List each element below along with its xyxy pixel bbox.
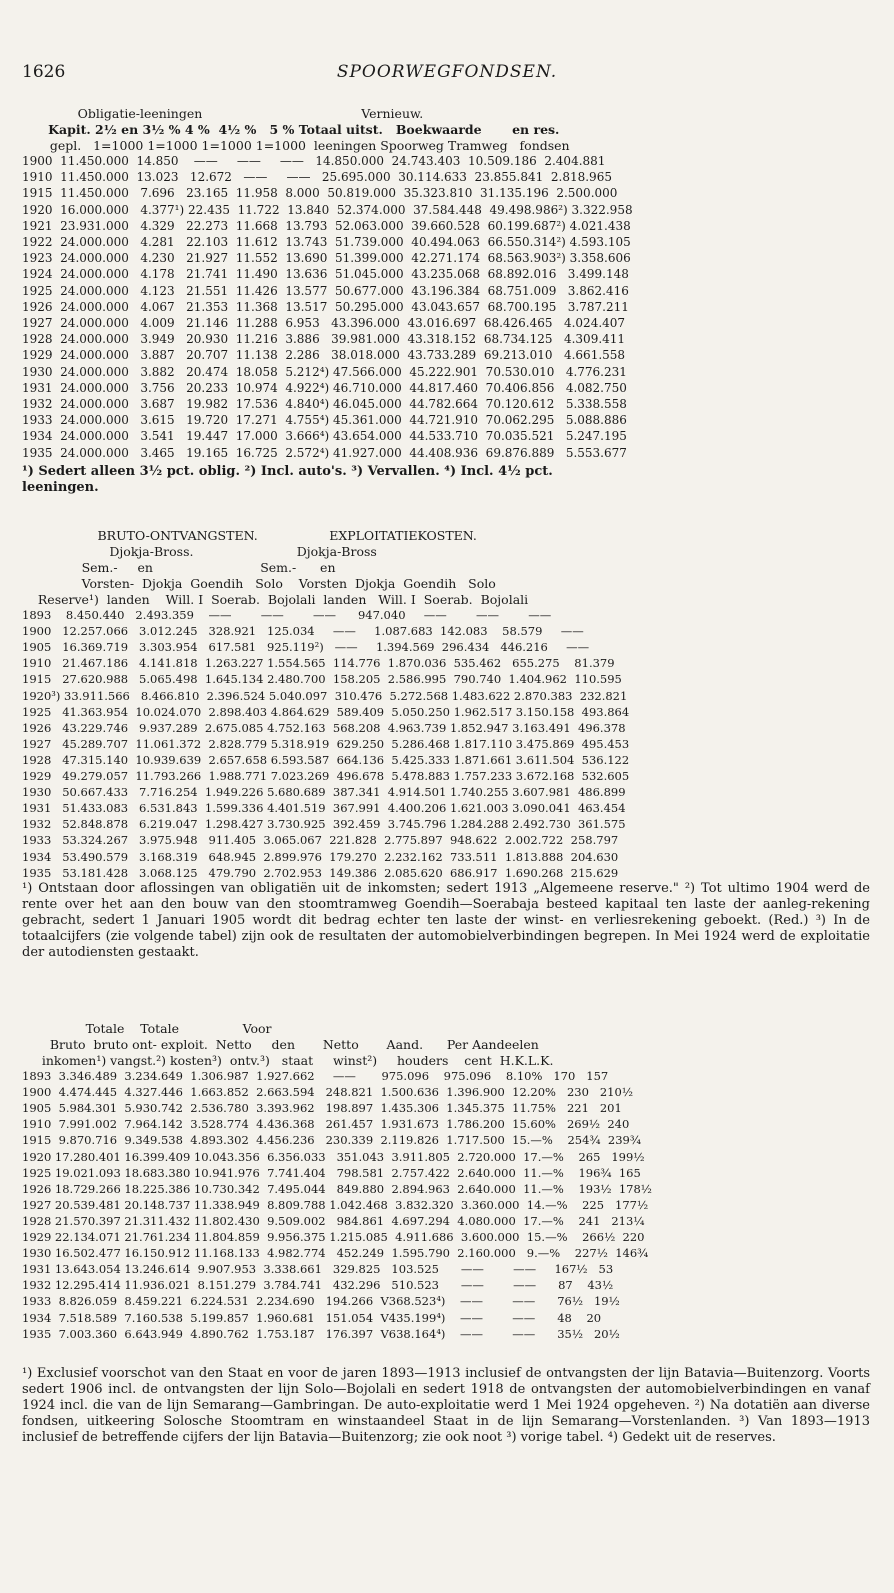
table1-row: 1920 16.000.000 4.377¹) 22.435 11.722 13.840 52.374.000 37.584.448 49.498.986²) 3.322.958 [22, 202, 633, 217]
table2-row: 1935 53.181.428 3.068.125 479.790 2.702.953 149.386 2.085.620 686.917 1.690.268 215.629 [22, 865, 619, 880]
table1-header-line: Kapit. 2½ en 3½ % 4 % 4½ % 5 % Totaal uitst. Boekwaarde en res. [22, 122, 560, 137]
table1-row: 1921 23.931.000 4.329 22.273 11.668 13.793 52.063.000 39.660.528 60.199.687²) 4.021.438 [22, 218, 631, 233]
table3-row: 1931 13.643.054 13.246.614 9.907.953 3.338.661 329.825 103.525 —— —— 167½ 53 [22, 1262, 614, 1277]
table3-row: 1934 7.518.589 7.160.538 5.199.857 1.960.681 151.054 V435.199⁴) —— —— 48 20 [22, 1310, 602, 1325]
table3-row: 1920 17.280.401 16.399.409 10.043.356 6.356.033 351.043 3.911.805 2.720.000 17.—% 265 199½ [22, 1149, 645, 1164]
table3-row: 1928 21.570.397 21.311.432 11.802.430 9.509.002 984.861 4.697.294 4.080.000 17.—% 241 213¼ [22, 1213, 645, 1228]
table3-row: 1930 16.502.477 16.150.912 11.168.133 4.982.774 452.249 1.595.790 2.160.000 9.—% 227½ 146¾ [22, 1246, 649, 1261]
table1-row: 1930 24.000.000 3.882 20.474 18.058 5.212⁴) 47.566.000 45.222.901 70.530.010 4.776.231 [22, 364, 627, 379]
table2-row: 1926 43.229.746 9.937.289 2.675.085 4.752.163 568.208 4.963.739 1.852.947 3.163.491 496.378 [22, 720, 626, 735]
table2-row: 1932 52.848.878 6.219.047 1.298.427 3.730.925 392.459 3.745.796 1.284.288 2.492.730 361.575 [22, 817, 626, 832]
table1-row: 1915 11.450.000 7.696 23.165 11.958 8.000 50.819.000 35.323.810 31.135.196 2.500.000 [22, 186, 618, 201]
table1-row: 1932 24.000.000 3.687 19.982 17.536 4.840⁴) 46.045.000 44.782.664 70.120.612 5.338.558 [22, 397, 627, 411]
table3-row: 1932 12.295.414 11.936.021 8.151.279 3.784.741 432.296 510.523 —— —— 87 43½ [22, 1278, 614, 1293]
table2-header-line: BRUTO-ONTVANGSTEN. EXPLOITATIEKOSTEN. [22, 528, 477, 543]
table2-row: 1900 12.257.066 3.012.245 328.921 125.034 —— 1.087.683 142.083 58.579 —— [22, 624, 584, 639]
table1-row: 1933 24.000.000 3.615 19.720 17.271 4.755⁴) 45.361.000 44.721.910 70.062.295 5.088.886 [22, 413, 627, 428]
table3-header-line: Bruto bruto ont- exploit. Netto den Netto Aand. Per Aandeelen [22, 1037, 539, 1052]
table3-row: 1929 22.134.071 21.761.234 11.804.859 9.956.375 1.215.085 4.911.686 3.600.000 15.—% 266½ 220 [22, 1230, 645, 1244]
page-header [22, 62, 872, 92]
table3-row: 1900 4.474.445 4.327.446 1.663.852 2.663.594 248.821 1.500.636 1.396.900 12.20% 230 210½ [22, 1085, 633, 1100]
table1-row: 1924 24.000.000 4.178 21.741 11.490 13.636 51.045.000 43.235.068 68.892.016 3.499.148 [22, 267, 629, 282]
table2-header-line: Djokja-Bross. Djokja-Bross [22, 544, 377, 559]
table1-row: 1900 11.450.000 14.850 —— —— —— 14.850.000 24.743.403 10.509.186 2.404.881 [22, 154, 606, 168]
page-number: 1626 [22, 62, 66, 82]
table3-row: 1927 20.539.481 20.148.737 11.338.949 8.809.788 1.042.468 3.832.320 3.360.000 14.—% 225 177½ [22, 1197, 649, 1212]
table2-row: 1931 51.433.083 6.531.843 1.599.336 4.401.519 367.991 4.400.206 1.621.003 3.090.041 463.454 [22, 801, 626, 816]
table3-row: 1893 3.346.489 3.234.649 1.306.987 1.927.662 —— 975.096 975.096 8.10% 170 157 [22, 1069, 609, 1083]
table1-footnote: ¹) Sedert alleen 3½ pct. oblig. ²) Incl. auto's. ³) Vervallen. ⁴) Incl. 4½ pct. [22, 463, 553, 479]
table2-header-line: Reserve¹) landen Will. I Soerab. Bojolali landen Will. I Soerab. Bojolali [22, 592, 529, 607]
table2-row: 1905 16.369.719 3.303.954 617.581 925.119²) —— 1.394.569 296.434 446.216 —— [22, 640, 590, 655]
table3-row: 1935 7.003.360 6.643.949 4.890.762 1.753.187 176.397 V638.164⁴) —— —— 35½ 20½ [22, 1326, 620, 1341]
table3-header-line: inkomen¹) vangst.²) kosten³) ontv.³) staat winst²) houders cent H.K.L.K. [22, 1053, 554, 1068]
table2-row: 1910 21.467.186 4.141.818 1.263.227 1.554.565 114.776 1.870.036 535.462 655.275 81.379 [22, 656, 615, 671]
table3-row: 1933 8.826.059 8.459.221 6.224.531 2.234.690 194.266 V368.523⁴) —— —— 76½ 19½ [22, 1294, 620, 1309]
table1-row: 1926 24.000.000 4.067 21.353 11.368 13.517 50.295.000 43.043.657 68.700.195 3.787.211 [22, 299, 629, 314]
table1-header-line: gepl. 1=1000 1=1000 1=1000 1=1000 leeningen Spoorweg Tramweg fondsen [22, 138, 570, 153]
table3-row: 1910 7.991.002 7.964.142 3.528.774 4.436.368 261.457 1.931.673 1.786.200 15.60% 269½ 240 [22, 1117, 630, 1132]
table2-row: 1925 41.363.954 10.024.070 2.898.403 4.864.629 589.409 5.050.250 1.962.517 3.150.158 493.864 [22, 704, 630, 719]
table1-header-line: Obligatie-leeningen Vernieuw. [22, 106, 424, 121]
table1-row: 1922 24.000.000 4.281 22.103 11.612 13.743 51.739.000 40.494.063 66.550.314²) 4.593.105 [22, 235, 631, 249]
table2-row: 1934 53.490.579 3.168.319 648.945 2.899.976 179.270 2.232.162 733.511 1.813.888 204.630 [22, 849, 619, 864]
table3-footnote: ¹) Exclusief voorschot van den Staat en voor de jaren 1893—1913 inclusief de ontvangsten der lijn Batavia—Buitenzorg. Voorts sedert 1906 incl. de ontvangsten der lijn Solo—Bojolali en sedert 1918 de ontvangsten der automobielverbindingen en vanaf 1924 incl. die van de lijn Semarang—Gambringan. De auto-exploitatie werd 1 Mei 1924 opgeheven. ²) Na dotatiën aan diverse fondsen, uitkeering Solosche Stoomtram en winstaandeel Staat in de lijn Semarang—Vorstenlanden. ³) Van 1893—1913 inclusief de betreffende cijfers der lijn Batavia—Buitenzorg; zie ook noot ³) vorige tabel. ⁴) Gedekt uit de reserves. [22, 1366, 870, 1445]
table1-row: 1934 24.000.000 3.541 19.447 17.000 3.666⁴) 43.654.000 44.533.710 70.035.521 5.247.195 [22, 429, 627, 444]
table2-row: 1927 45.289.707 11.061.372 2.828.779 5.318.919 629.250 5.286.468 1.817.110 3.475.869 495.453 [22, 736, 630, 751]
table2-row: 1920³) 33.911.566 8.466.810 2.396.524 5.040.097 310.476 5.272.568 1.483.622 2.870.383 232.821 [22, 688, 628, 703]
table1-row: 1923 24.000.000 4.230 21.927 11.552 13.690 51.399.000 42.271.174 68.563.903²) 3.358.606 [22, 251, 631, 266]
table3-header-line: Totale Totale Voor [22, 1021, 272, 1036]
table2-footnote: ¹) Ontstaan door aflossingen van obligatiën uit de inkomsten; sedert 1913 „Algemeene reserve." ²) Tot ultimo 1904 werd de rente over het aan den bouw van den stoomtramweg Goendih—Soerabaja besteed kapitaal ten laste der aanleg-rekening gebracht, sedert 1 Januari 1905 wordt dit bedrag echter ten laste der winst- en verliesrekening geboekt. (Red.) ³) In de totaalcijfers (zie volgende tabel) zijn ook de resultaten der automobielverbindingen begrepen. In Mei 1924 werd de exploitatie der autodiensten gestaakt. [22, 881, 870, 960]
table1-row: 1929 24.000.000 3.887 20.707 11.138 2.286 38.018.000 43.733.289 69.213.010 4.661.558 [22, 348, 626, 363]
table1-footnote-continued: leeningen. [22, 479, 99, 495]
running-title: SPOORWEGFONDSEN. [336, 62, 558, 82]
table2-row: 1933 53.324.267 3.975.948 911.405 3.065.067 221.828 2.775.897 948.622 2.002.722 258.797 [22, 833, 619, 848]
table2-row: 1929 49.279.057 11.793.266 1.988.771 7.023.269 496.678 5.478.883 1.757.233 3.672.168 532.605 [22, 769, 630, 783]
table3-row: 1915 9.870.716 9.349.538 4.893.302 4.456.236 230.339 2.119.826 1.717.500 15.—% 254¾ 239¾ [22, 1133, 641, 1148]
table2-row: 1930 50.667.433 7.716.254 1.949.226 5.680.689 387.341 4.914.501 1.740.255 3.607.981 486.899 [22, 785, 626, 800]
table3-row: 1926 18.729.266 18.225.386 10.730.342 7.495.044 849.880 2.894.963 2.640.000 11.—% 193½ 178½ [22, 1181, 652, 1196]
table2-row: 1928 47.315.140 10.939.639 2.657.658 6.593.587 664.136 5.425.333 1.871.661 3.611.504 536.122 [22, 752, 630, 767]
table1-row: 1931 24.000.000 3.756 20.233 10.974 4.922⁴) 46.710.000 44.817.460 70.406.856 4.082.750 [22, 380, 627, 395]
table2-row: 1915 27.620.988 5.065.498 1.645.134 2.480.700 158.205 2.586.995 790.740 1.404.962 110.595 [22, 672, 622, 687]
table1-row: 1927 24.000.000 4.009 21.146 11.288 6.953 43.396.000 43.016.697 68.426.465 4.024.407 [22, 316, 626, 330]
table2-header-line: Sem.- en Sem.- en [22, 560, 336, 575]
table1-row: 1928 24.000.000 3.949 20.930 11.216 3.886 39.981.000 43.318.152 68.734.125 4.309.411 [22, 332, 626, 347]
table1-row: 1925 24.000.000 4.123 21.551 11.426 13.577 50.677.000 43.196.384 68.751.009 3.862.416 [22, 283, 629, 298]
table1-row: 1910 11.450.000 13.023 12.672 —— —— 25.695.000 30.114.633 23.855.841 2.818.965 [22, 170, 612, 185]
table3-row: 1925 19.021.093 18.683.380 10.941.976 7.741.404 798.581 2.757.422 2.640.000 11.—% 196¾ 165 [22, 1165, 641, 1180]
table2-row: 1893 8.450.440 2.493.359 —— —— —— 947.040 —— —— —— [22, 608, 552, 622]
table1-row: 1935 24.000.000 3.465 19.165 16.725 2.572⁴) 41.927.000 44.408.936 69.876.889 5.553.677 [22, 445, 627, 460]
table3-row: 1905 5.984.301 5.930.742 2.536.780 3.393.962 198.897 1.435.306 1.345.375 11.75% 221 201 [22, 1101, 622, 1116]
table2-header-line: Vorsten- Djokja Goendih Solo Vorsten Djokja Goendih Solo [22, 576, 496, 591]
